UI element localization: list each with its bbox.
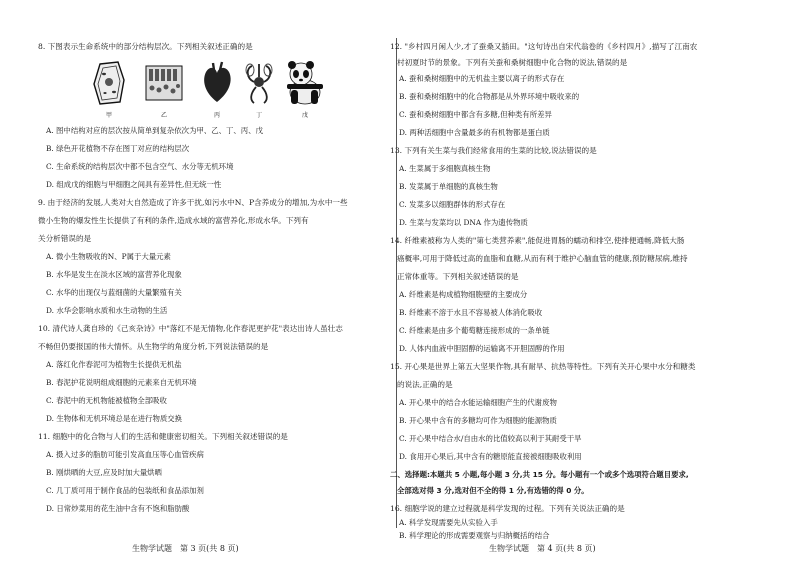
q8-option-d: D. 组成戊的细胞与甲细胞之间具有差异性,但无统一性 xyxy=(46,180,222,189)
q15-option-c: C. 开心果中结合水/自由水的比值较高以利于其耐受干旱 xyxy=(399,434,582,443)
fig-label-yi: 乙 xyxy=(160,112,167,119)
q16-option-a: A. 科学发现需要先从实验入手 xyxy=(399,518,498,527)
q10-stem-line2: 不畅但仍要报国的伟大情怀。从生物学的角度分析,下列说法错误的是 xyxy=(38,342,269,351)
q9-option-b: B. 水华是发生在淡水区域的富营养化现象 xyxy=(46,270,182,279)
section2-heading-line2: 全部选对得 3 分,选对但不全的得 1 分,有选错的得 0 分。 xyxy=(397,486,589,495)
q12-option-a: A. 蚕和桑树细胞中的无机盐主要以离子的形式存在 xyxy=(399,74,565,83)
heart-figure xyxy=(200,60,234,106)
q10-option-d: D. 生物体和无机环境总是在进行物质交换 xyxy=(46,414,183,423)
right-page-footer: 生物学试题 第 4 页(共 8 页) xyxy=(489,544,596,553)
q16-option-b: B. 科学理论的形成需要观察与归纳概括的结合 xyxy=(399,531,550,540)
fig-label-wu: 戊 xyxy=(301,112,308,119)
q15-stem-line1: 15. 开心果是世界上第五大坚果作物,具有耐旱、抗热等特性。下列有关开心果中水分和糖类 xyxy=(390,362,696,371)
fig-label-bing: 丙 xyxy=(213,112,220,119)
q8-stem: 8. 下图表示生命系统中的部分结构层次。下列相关叙述正确的是 xyxy=(38,42,253,51)
q13-stem: 13. 下列有关生菜与我们经常食用的生菜的比较,说法错误的是 xyxy=(390,146,597,155)
q9-option-d: D. 水华会影响水质和水生动物的生活 xyxy=(46,306,168,315)
right-page xyxy=(390,0,794,561)
fig-label-ding: 丁 xyxy=(255,112,262,119)
q10-option-c: C. 春泥中的无机物能被植物全部吸收 xyxy=(46,396,167,405)
q15-option-b: B. 开心果中含有的多糖均可作为细胞的能源物质 xyxy=(399,416,557,425)
panda-figure xyxy=(285,60,323,106)
circulatory-system-figure xyxy=(242,60,276,106)
q8-option-a: A. 图中结构对应的层次按从简单到复杂依次为甲、乙、丁、丙、戊 xyxy=(46,126,263,135)
q11-option-a: A. 摄入过多的脂肪可能引发高血压等心血管疾病 xyxy=(46,450,204,459)
q14-stem-line3: 正常体重等。下列相关叙述错误的是 xyxy=(397,272,519,281)
q14-option-c: C. 纤维素是由多个葡萄糖连接形成的一条单链 xyxy=(399,326,550,335)
left-page-footer: 生物学试题 第 3 页(共 8 页) xyxy=(132,544,239,553)
q10-option-b: B. 春泥护花说明组成细胞的元素来自无机环境 xyxy=(46,378,197,387)
section2-heading-line1: 二、选择题:本题共 5 小题,每小题 3 分,共 15 分。每小题有一个或多个选项符合题目要求, xyxy=(390,470,689,479)
q15-option-d: D. 食用开心果后,其中含有的糖原能直接被细胞吸收利用 xyxy=(399,452,582,461)
q11-option-b: B. 刚烘晒的大豆,应及时加大量烘晒 xyxy=(46,468,162,477)
q15-stem-line2: 的说法,正确的是 xyxy=(397,380,453,389)
q11-option-c: C. 几丁质可用于制作食品的包装纸和食品添加剂 xyxy=(46,486,204,495)
fig-label-jia: 甲 xyxy=(105,112,112,119)
leaf-tissue-figure xyxy=(144,60,184,106)
q12-option-d: D. 两种活细胞中含量最多的有机物都是蛋白质 xyxy=(399,128,550,137)
q9-option-a: A. 微小生物吸收的N、P属于大量元素 xyxy=(46,252,171,261)
q11-option-d: D. 日常炒菜用的花生油中含有不饱和脂肪酸 xyxy=(46,504,190,513)
q13-option-b: B. 发菜属于单细胞的真核生物 xyxy=(399,182,498,191)
q9-stem-line3: 关分析错误的是 xyxy=(38,234,92,243)
q12-stem-line1: 12. "乡村四月闲人少,才了蚕桑又插田。"这句诗出自宋代翁卷的《乡村四月》,描写了江南农 xyxy=(390,42,698,51)
q8-option-c: C. 生命系统的结构层次中都不包含空气、水分等无机环境 xyxy=(46,162,234,171)
q9-stem-line1: 9. 由于经济的发展,人类对大自然造成了许多干扰,如污水中N、P含养成分的增加,为水中一些 xyxy=(38,198,348,207)
q14-option-b: B. 纤维素不溶于水且不容易被人体消化吸收 xyxy=(399,308,543,317)
q10-option-a: A. 落红化作春泥可为植物生长提供无机盐 xyxy=(46,360,182,369)
q9-option-c: C. 水华的出现仅与蓝细菌的大量繁殖有关 xyxy=(46,288,182,297)
q12-option-c: C. 蚕和桑树细胞中都含有多糖,但种类有所差异 xyxy=(399,110,552,119)
plant-cell-figure xyxy=(92,60,126,106)
q15-option-a: A. 开心果中的结合水能运输细胞产生的代谢废物 xyxy=(399,398,557,407)
q14-stem-line2: 癌概率,可用于降低过高的血脂和血糖,从而有利于维护心脑血管的健康,预防糖尿病,维持 xyxy=(397,254,688,263)
q14-option-d: D. 人体内血液中胆固醇的运输离不开胆固醇的作用 xyxy=(399,344,565,353)
q14-stem-line1: 14. 纤维素被称为人类的"第七类营养素",能促进胃肠的蠕动和排空,使排便通畅,降低大肠 xyxy=(390,236,685,245)
q16-stem: 16. 细胞学说的建立过程就是科学发现的过程。下列有关说法正确的是 xyxy=(390,504,625,513)
q13-option-c: C. 发菜多以细胞群体的形式存在 xyxy=(399,200,506,209)
q10-stem-line1: 10. 清代诗人龚自珍的《己亥杂诗》中"落红不是无情物,化作春泥更护花"表达出诗人虽壮志 xyxy=(38,324,343,333)
q8-figure xyxy=(92,60,322,119)
q14-option-a: A. 纤维素是构成植物细胞壁的主要成分 xyxy=(399,290,528,299)
q13-option-d: D. 生菜与发菜均以 DNA 作为遗传物质 xyxy=(399,218,528,227)
q11-stem: 11. 细胞中的化合物与人们的生活和健康密切相关。下列相关叙述错误的是 xyxy=(38,432,288,441)
q13-option-a: A. 生菜属于多细胞真核生物 xyxy=(399,164,491,173)
q12-stem-line2: 村初夏时节的景象。下列有关蚕和桑树细胞中化合物的说法,错误的是 xyxy=(397,58,628,67)
q12-option-b: B. 蚕和桑树细胞中的化合物都是从外界环境中吸收来的 xyxy=(399,92,580,101)
q9-stem-line2: 微小生物的爆发性生长提供了有利的条件,造成水域的富营养化,形成水华。下列有 xyxy=(38,216,309,225)
q8-option-b: B. 绿色开花植物不存在图丁对应的结构层次 xyxy=(46,144,190,153)
